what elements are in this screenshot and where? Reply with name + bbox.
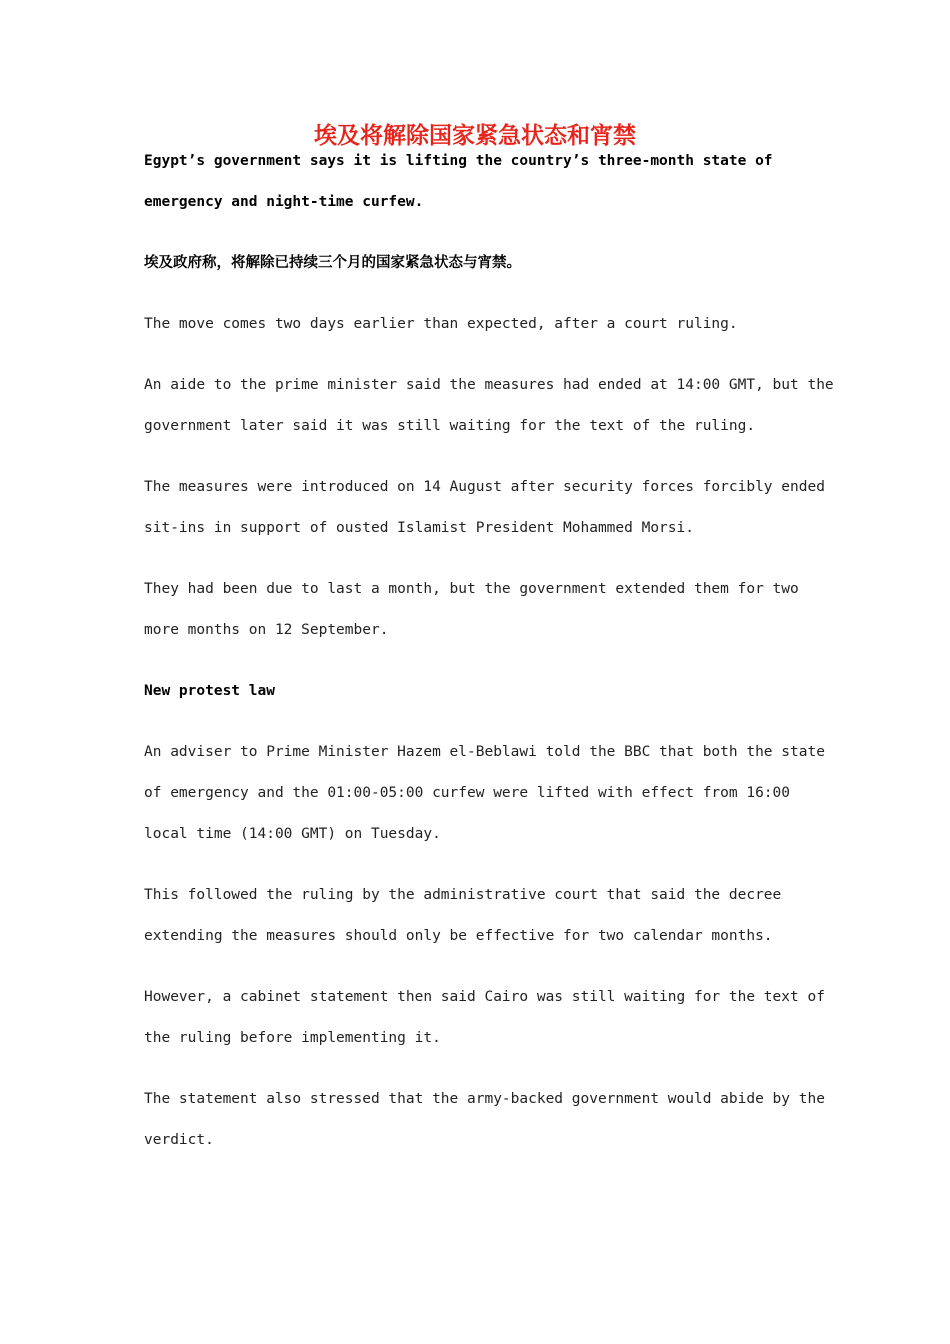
paragraph-3 xyxy=(144,467,824,549)
paragraph-7-line-2: the ruling before implementing it. xyxy=(144,1030,441,1046)
paragraph-2-line-1: An aide to the prime minister said the measures had ended at 14:00 GMT, but the xyxy=(144,377,834,393)
paragraph-5-line-1: An adviser to Prime Minister Hazem el-Beblawi told the BBC that both the state xyxy=(144,744,825,760)
paragraph-6-line-2: extending the measures should only be effective for two calendar months. xyxy=(144,928,773,944)
paragraph-8-line-1: The statement also stressed that the army-backed government would abide by the xyxy=(144,1091,825,1107)
subheading xyxy=(144,671,824,712)
intro-line-1: Egypt’s government says it is lifting the country’s three-month state of xyxy=(144,153,773,169)
intro-chinese-paragraph xyxy=(144,243,824,284)
paragraph-1 xyxy=(144,304,824,345)
paragraph-4 xyxy=(144,569,824,651)
paragraph-2-line-2: government later said it was still waiting for the text of the ruling. xyxy=(144,418,756,434)
paragraph-4-line-1: They had been due to last a month, but the government extended them for two xyxy=(144,581,799,597)
paragraph-8-line-2: verdict. xyxy=(144,1132,214,1148)
paragraph-6 xyxy=(144,875,824,957)
paragraph-5-line-2: of emergency and the 01:00-05:00 curfew were lifted with effect from 16:00 xyxy=(144,785,791,801)
paragraph-3-line-2: sit-ins in support of ousted Islamist President Mohammed Morsi. xyxy=(144,520,694,536)
intro-paragraph xyxy=(144,141,824,223)
paragraph-1-line-1: The move comes two days earlier than expected, after a court ruling. xyxy=(144,316,738,332)
paragraph-7-line-1: However, a cabinet statement then said Cairo was still waiting for the text of xyxy=(144,989,825,1005)
paragraph-3-line-1: The measures were introduced on 14 August after security forces forcibly ended xyxy=(144,479,825,495)
paragraph-7 xyxy=(144,977,824,1059)
paragraph-6-line-1: This followed the ruling by the administrative court that said the decree xyxy=(144,887,782,903)
paragraph-8 xyxy=(144,1079,824,1161)
subheading-text: New protest law xyxy=(144,683,275,699)
paragraph-5 xyxy=(144,732,824,855)
intro-line-2: emergency and night-time curfew. xyxy=(144,194,424,210)
paragraph-5-line-3: local time (14:00 GMT) on Tuesday. xyxy=(144,826,441,842)
paragraph-2 xyxy=(144,365,834,447)
paragraph-4-line-2: more months on 12 September. xyxy=(144,622,389,638)
article-title: 埃及将解除国家紧急状态和宵禁 xyxy=(314,122,636,149)
intro-chinese-line: 埃及政府称，将解除已持续三个月的国家紧急状态与宵禁。 xyxy=(144,255,521,271)
